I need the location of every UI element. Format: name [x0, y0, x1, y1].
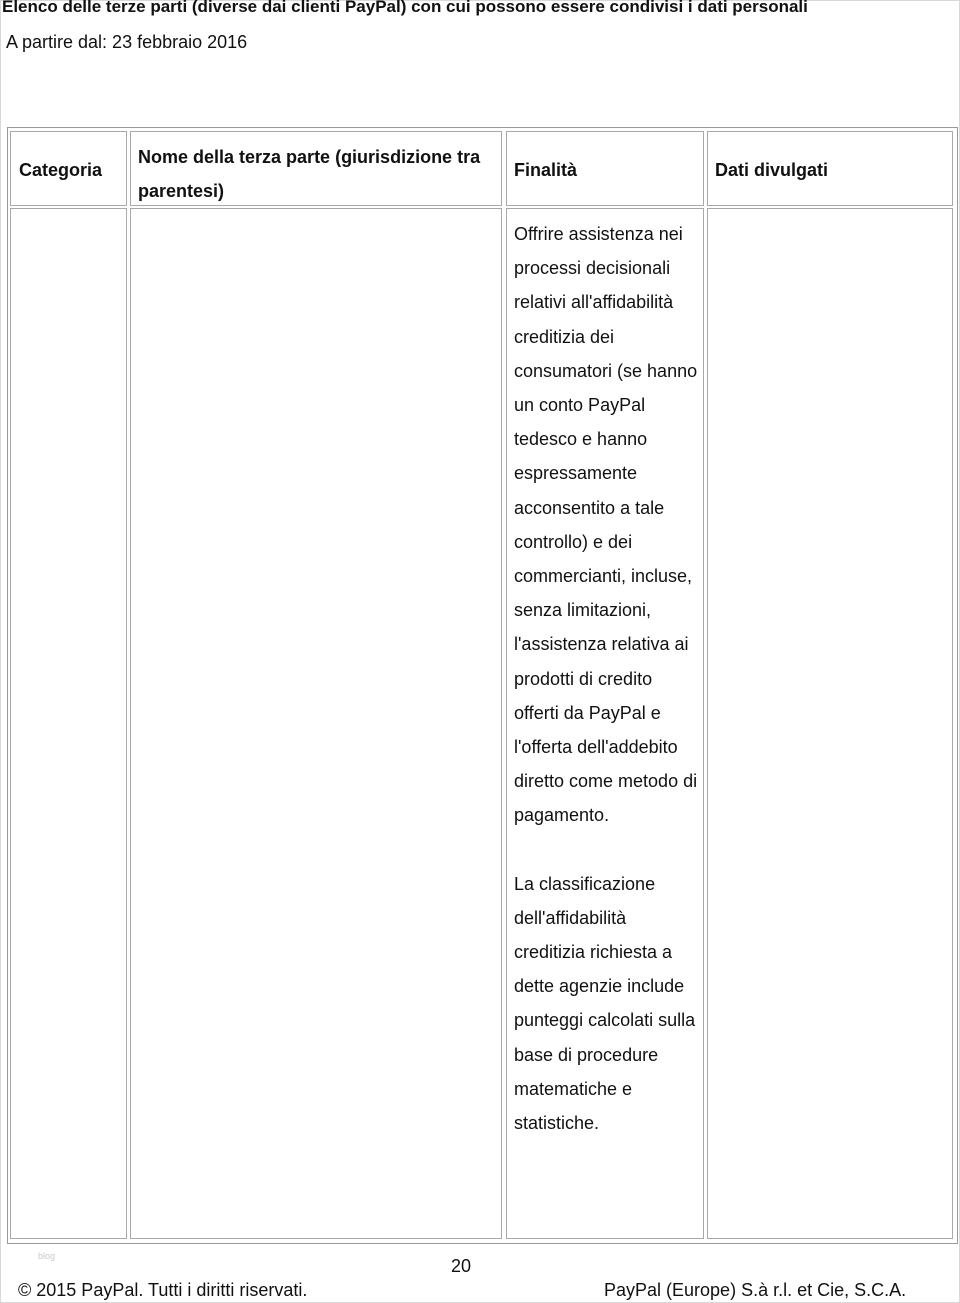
header-category [10, 131, 127, 206]
header-category-label: Categoria [19, 160, 103, 180]
header-third-party [130, 131, 502, 206]
header-data-disclosed-label: Dati divulgati [715, 160, 829, 180]
header-purpose-label: Finalità [514, 160, 578, 180]
header-third-party-label: Nome della terza parte (giurisdizione tra parentesi) [138, 147, 481, 201]
page-number: 20 [451, 1256, 472, 1276]
footer-company: PayPal (Europe) S.à r.l. et Cie, S.C.A. [604, 1280, 907, 1300]
footer-copyright: © 2015 PayPal. Tutti i diritti riservati. [18, 1280, 308, 1300]
cell-data-disclosed [707, 208, 953, 1239]
purpose-paragraph: La classificazione dell'affidabilità creditizia richiesta a dette agenzie include punteggi calcolati sulla base di procedure matematiche e statistiche. [514, 873, 696, 1134]
watermark: blog [38, 1251, 56, 1261]
purpose-paragraph: Offrire assistenza nei processi decisionali relativi all'affidabilità creditizia dei consumatori (se hanno un conto PayPal tedesco e hanno espressamente acconsentito a tale controllo) e dei commercianti, incluse, senza limitazioni, l'assistenza relativa ai prodotti di credito offerti da PayPal e l'offerta dell'addebito diretto come metodo di pagamento. [514, 224, 698, 826]
effective-date: A partire dal: 23 febbraio 2016 [6, 32, 248, 52]
document-title: Elenco delle terze parti (diverse dai clienti PayPal) con cui possono essere condivisi i dati personali [2, 0, 808, 16]
cell-category [10, 208, 127, 1239]
header-data-disclosed [707, 131, 953, 206]
purpose-text [514, 217, 700, 1174]
cell-third-party [130, 208, 502, 1239]
cell-purpose [506, 208, 704, 1239]
header-purpose [506, 131, 704, 206]
